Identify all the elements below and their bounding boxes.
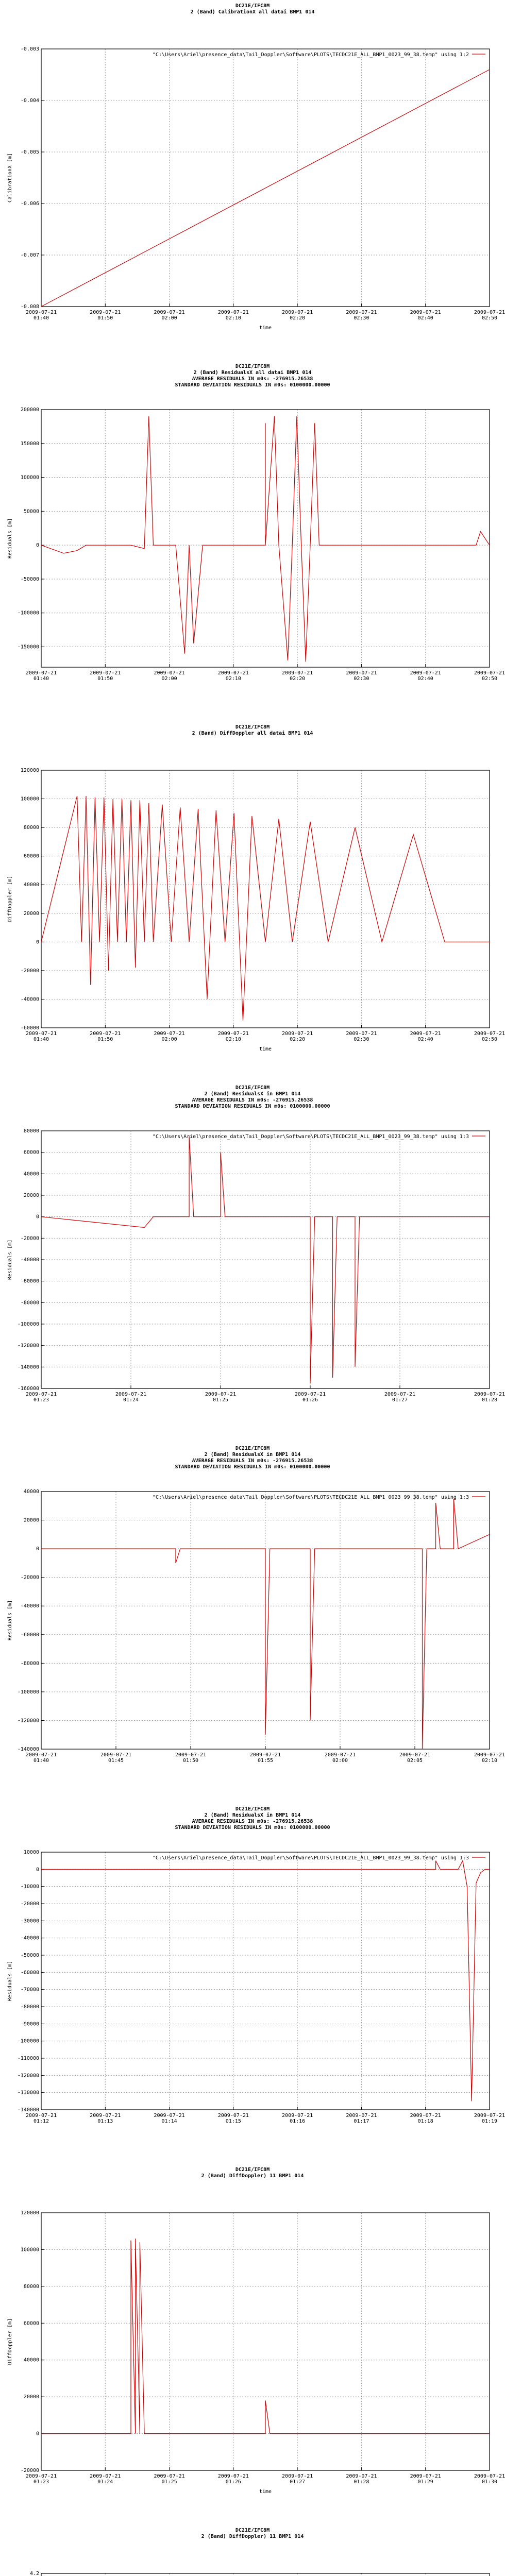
chart-title: STANDARD DEVIATION RESIDUALS IN m0s: 0100000.00000 (175, 1825, 330, 1831)
plot-frame (41, 49, 490, 307)
y-tick-label: -160000 (17, 1386, 39, 1392)
x-tick-label: 01:30 (481, 2479, 498, 2485)
x-tick-label: 2009-07-21 (346, 1031, 377, 1037)
y-tick-label: -20000 (20, 1901, 39, 1907)
x-tick-label: 01:14 (161, 2119, 177, 2124)
y-tick-label: -140000 (17, 1747, 39, 1752)
x-tick-label: 2009-07-21 (90, 670, 121, 676)
y-tick-label: -0.007 (20, 252, 39, 258)
x-tick-label: 2009-07-21 (282, 2113, 313, 2119)
y-tick-label: -30000 (20, 1918, 39, 1924)
x-tick-label: 2009-07-21 (100, 1752, 132, 1758)
y-tick-label: 20000 (23, 910, 39, 917)
x-tick-label: 02:10 (481, 1758, 498, 1764)
y-tick-label: 20000 (23, 1517, 39, 1523)
y-tick-label: -20000 (20, 2468, 39, 2473)
x-tick-label: 2009-07-21 (474, 1031, 505, 1037)
x-tick-label: 02:30 (354, 315, 369, 321)
y-tick-label: 0 (36, 1214, 39, 1220)
x-tick-label: 01:12 (33, 2119, 49, 2124)
x-tick-label: 2009-07-21 (282, 310, 313, 315)
x-tick-label: 2009-07-21 (474, 670, 505, 676)
x-tick-label: 2009-07-21 (90, 2473, 121, 2479)
chart-title: 2 (Band) ResidualsX in BMP1 014 (204, 1091, 301, 1097)
y-tick-label: 120000 (20, 2210, 39, 2216)
x-tick-label: 02:20 (290, 1037, 306, 1042)
x-tick-label: 2009-07-21 (474, 1392, 505, 1397)
chart-title: DC21E/IFC8M (235, 724, 270, 730)
chart-title: DC21E/IFC8M (235, 2528, 270, 2533)
y-axis-label: Residuals [m] (7, 1960, 13, 2002)
chart-title: DC21E/IFC8M (235, 3, 270, 9)
x-tick-label: 01:27 (290, 2479, 306, 2485)
x-tick-label: 01:40 (33, 1758, 49, 1764)
chart-panel (0, 1082, 505, 1443)
chart-title: STANDARD DEVIATION RESIDUALS IN m0s: 0100000.00000 (175, 1104, 330, 1109)
y-tick-label: -60000 (20, 1632, 39, 1638)
x-tick-label: 02:00 (161, 676, 177, 682)
series-line (41, 416, 490, 662)
y-tick-label: -120000 (17, 1718, 39, 1724)
x-tick-label: 02:40 (417, 315, 433, 321)
series-line (41, 796, 490, 1021)
x-tick-label: 01:26 (225, 2479, 241, 2485)
y-tick-label: -0.003 (20, 46, 39, 52)
x-tick-label: 2009-07-21 (410, 2113, 441, 2119)
x-axis-label: time (259, 325, 272, 331)
y-tick-label: -50000 (20, 576, 39, 582)
x-tick-label: 01:50 (97, 1037, 113, 1042)
plot-frame (41, 2573, 490, 2576)
x-tick-label: 02:30 (354, 1037, 369, 1042)
x-tick-label: 01:40 (33, 315, 49, 321)
y-tick-label: -80000 (20, 1660, 39, 1667)
y-tick-label: 60000 (23, 2320, 39, 2327)
x-tick-label: 01:24 (97, 2479, 113, 2485)
x-tick-label: 2009-07-21 (474, 2473, 505, 2479)
x-tick-label: 01:18 (417, 2119, 433, 2124)
y-tick-label: -40000 (20, 1257, 39, 1263)
x-tick-label: 02:50 (481, 676, 498, 682)
x-tick-label: 2009-07-21 (346, 310, 377, 315)
y-tick-label: -20000 (20, 968, 39, 974)
chart-svg (0, 721, 505, 1082)
chart-title: DC21E/IFC8M (235, 2167, 270, 2173)
x-tick-label: 01:50 (97, 315, 113, 321)
x-tick-label: 01:24 (123, 1397, 139, 1403)
x-tick-label: 2009-07-21 (25, 1392, 57, 1397)
legend-label: "C:\Users\Ariel\presence_data\Tail_Doppler\Software\PLOTS\TECDC21E_ALL_BMP1_0023_99_38.temp" using 1:3 (152, 1495, 469, 1500)
chart-title: DC21E/IFC8M (235, 1085, 270, 1091)
x-tick-label: 2009-07-21 (282, 1031, 313, 1037)
x-tick-label: 2009-07-21 (217, 670, 249, 676)
chart-panel (0, 0, 505, 361)
y-tick-label: 40000 (23, 1171, 39, 1177)
x-tick-label: 01:28 (481, 1397, 498, 1403)
y-tick-label: -60000 (20, 1970, 39, 1976)
x-tick-label: 01:28 (354, 2479, 369, 2485)
x-tick-label: 2009-07-21 (25, 1031, 57, 1037)
x-tick-label: 2009-07-21 (346, 2113, 377, 2119)
x-tick-label: 2009-07-21 (217, 2113, 249, 2119)
x-tick-label: 2009-07-21 (410, 310, 441, 315)
y-tick-label: -0.006 (20, 201, 39, 207)
x-tick-label: 2009-07-21 (90, 1031, 121, 1037)
x-tick-label: 2009-07-21 (25, 1752, 57, 1758)
x-tick-label: 2009-07-21 (282, 670, 313, 676)
x-tick-label: 02:50 (481, 1037, 498, 1042)
x-tick-label: 02:10 (225, 1037, 241, 1042)
chart-svg (0, 2164, 505, 2524)
x-tick-label: 02:40 (417, 676, 433, 682)
y-tick-label: -80000 (20, 1300, 39, 1306)
chart-title: DC21E/IFC8M (235, 364, 270, 369)
y-tick-label: -40000 (20, 1935, 39, 1941)
x-tick-label: 02:10 (225, 315, 241, 321)
x-tick-label: 01:45 (108, 1758, 124, 1764)
chart-title: DC21E/IFC8M (235, 1806, 270, 1812)
x-tick-label: 2009-07-21 (474, 1752, 505, 1758)
x-tick-label: 2009-07-21 (217, 1031, 249, 1037)
y-tick-label: 4.2 (29, 2571, 39, 2576)
x-tick-label: 2009-07-21 (384, 1392, 416, 1397)
x-tick-label: 2009-07-21 (154, 670, 185, 676)
x-tick-label: 2009-07-21 (249, 1752, 281, 1758)
chart-panel (0, 2164, 505, 2524)
x-tick-label: 2009-07-21 (399, 1752, 431, 1758)
chart-title: STANDARD DEVIATION RESIDUALS IN m0s: 0100000.00000 (175, 1464, 330, 1470)
y-tick-label: 40000 (23, 2357, 39, 2363)
y-tick-label: -40000 (20, 1603, 39, 1609)
x-tick-label: 02:05 (407, 1758, 423, 1764)
chart-svg (0, 2524, 505, 2576)
chart-title: 2 (Band) DiffDoppler all datai BMP1 014 (192, 731, 313, 736)
x-tick-label: 2009-07-21 (25, 670, 57, 676)
y-tick-label: 0 (36, 1546, 39, 1552)
y-tick-label: -130000 (17, 2090, 39, 2096)
y-tick-label: -20000 (20, 1574, 39, 1581)
y-tick-label: 20000 (23, 1193, 39, 1198)
chart-title: 2 (Band) CalibrationX all datai BMP1 014 (190, 9, 315, 15)
y-tick-label: -110000 (17, 2056, 39, 2061)
y-tick-label: 100000 (20, 2247, 39, 2253)
series-line (41, 70, 490, 307)
x-tick-label: 2009-07-21 (90, 310, 121, 315)
y-tick-label: -140000 (17, 2107, 39, 2113)
x-tick-label: 2009-07-21 (90, 2113, 121, 2119)
y-tick-label: 20000 (23, 2394, 39, 2400)
y-tick-label: -70000 (20, 1987, 39, 1993)
y-axis-label: CalibrationX [m] (7, 152, 13, 203)
x-axis-label: time (259, 2489, 272, 2495)
y-tick-label: -90000 (20, 2021, 39, 2027)
x-tick-label: 01:16 (290, 2119, 306, 2124)
y-tick-label: -100000 (17, 2038, 39, 2044)
x-tick-label: 02:10 (225, 676, 241, 682)
chart-svg (0, 361, 505, 721)
chart-title: 2 (Band) ResidualsX in BMP1 014 (204, 1452, 301, 1458)
chart-title: STANDARD DEVIATION RESIDUALS IN m0s: 0100000.00000 (175, 382, 330, 388)
y-tick-label: 0 (36, 1867, 39, 1873)
y-tick-label: 40000 (23, 1489, 39, 1495)
y-tick-label: 10000 (23, 1850, 39, 1855)
y-axis-label: Residuals [m] (7, 1600, 13, 1641)
x-tick-label: 01:17 (354, 2119, 369, 2124)
y-axis-label: Residuals [m] (7, 1239, 13, 1280)
x-tick-label: 01:13 (97, 2119, 113, 2124)
x-tick-label: 01:29 (417, 2479, 433, 2485)
x-tick-label: 2009-07-21 (294, 1392, 326, 1397)
y-tick-label: 120000 (20, 768, 39, 773)
series-line (41, 2239, 490, 2434)
chart-title: 2 (Band) ResidualsX in BMP1 014 (204, 1812, 301, 1818)
x-tick-label: 2009-07-21 (115, 1392, 147, 1397)
chart-svg (0, 1803, 505, 2164)
x-tick-label: 02:00 (161, 1037, 177, 1042)
y-tick-label: 60000 (23, 853, 39, 859)
chart-svg (0, 0, 505, 361)
x-tick-label: 2009-07-21 (25, 310, 57, 315)
y-tick-label: 80000 (23, 825, 39, 831)
chart-panel (0, 721, 505, 1082)
y-tick-label: 80000 (23, 2283, 39, 2290)
x-tick-label: 2009-07-21 (410, 670, 441, 676)
x-tick-label: 02:20 (290, 315, 306, 321)
x-tick-label: 2009-07-21 (474, 2113, 505, 2119)
x-tick-label: 01:27 (392, 1397, 408, 1403)
x-tick-label: 01:23 (33, 1397, 49, 1403)
y-tick-label: 40000 (23, 882, 39, 888)
plot-frame (41, 770, 490, 1028)
y-tick-label: -120000 (17, 2073, 39, 2079)
y-tick-label: -100000 (17, 1689, 39, 1695)
y-tick-label: -150000 (17, 644, 39, 650)
y-tick-label: -0.004 (20, 98, 39, 104)
x-tick-label: 01:40 (33, 1037, 49, 1042)
chart-title: AVERAGE RESIDUALS IN m0s: -276915.26538 (192, 1097, 313, 1103)
y-tick-label: 50000 (23, 509, 39, 515)
y-tick-label: -80000 (20, 2004, 39, 2010)
y-tick-label: -10000 (20, 1884, 39, 1890)
y-tick-label: 60000 (23, 1149, 39, 1156)
chart-title: 2 (Band) DiffDoppler) 11 BMP1 014 (201, 2534, 304, 2539)
chart-panel (0, 2524, 505, 2576)
y-tick-label: -50000 (20, 1953, 39, 1958)
y-tick-label: -0.005 (20, 149, 39, 155)
y-tick-label: 80000 (23, 1128, 39, 1134)
y-tick-label: -60000 (20, 1025, 39, 1031)
y-tick-label: 100000 (20, 796, 39, 802)
legend-label: "C:\Users\Ariel\presence_data\Tail_Doppler\Software\PLOTS\TECDC21E_ALL_BMP1_0023_99_38.temp" using 1:3 (152, 1855, 469, 1861)
x-tick-label: 2009-07-21 (346, 670, 377, 676)
x-tick-label: 2009-07-21 (410, 1031, 441, 1037)
x-axis-label: time (259, 1046, 272, 1052)
y-tick-label: -0.008 (20, 304, 39, 310)
y-tick-label: -140000 (17, 1364, 39, 1370)
x-tick-label: 01:15 (225, 2119, 241, 2124)
plot-frame (41, 1852, 490, 2110)
x-tick-label: 02:50 (481, 315, 498, 321)
y-tick-label: 0 (36, 2431, 39, 2437)
x-tick-label: 01:40 (33, 676, 49, 682)
x-tick-label: 01:50 (97, 676, 113, 682)
legend-label: "C:\Users\Ariel\presence_data\Tail_Doppler\Software\PLOTS\TECDC21E_ALL_BMP1_0023_99_38.temp" using 1:3 (152, 1134, 469, 1140)
chart-svg (0, 1082, 505, 1443)
x-tick-label: 02:20 (290, 676, 306, 682)
x-tick-label: 2009-07-21 (282, 2473, 313, 2479)
x-tick-label: 01:19 (481, 2119, 498, 2124)
y-axis-label: Residuals [m] (7, 518, 13, 559)
x-tick-label: 2009-07-21 (25, 2473, 57, 2479)
x-tick-label: 01:25 (161, 2479, 177, 2485)
chart-title: 2 (Band) DiffDoppler) 11 BMP1 014 (201, 2173, 304, 2179)
y-tick-label: -40000 (20, 996, 39, 1003)
x-tick-label: 01:26 (302, 1397, 318, 1403)
y-tick-label: 200000 (20, 407, 39, 413)
x-tick-label: 2009-07-21 (217, 2473, 249, 2479)
x-tick-label: 2009-07-21 (154, 310, 185, 315)
y-tick-label: -20000 (20, 1235, 39, 1242)
x-tick-label: 01:25 (212, 1397, 229, 1403)
chart-svg (0, 1443, 505, 1803)
x-tick-label: 2009-07-21 (205, 1392, 237, 1397)
legend-label: "C:\Users\Ariel\presence_data\Tail_Doppler\Software\PLOTS\TECDC21E_ALL_BMP1_0023_99_38.temp" using 1:2 (152, 52, 469, 58)
x-tick-label: 2009-07-21 (410, 2473, 441, 2479)
y-axis-label: DiffDoppler [m] (7, 2318, 13, 2365)
x-tick-label: 2009-07-21 (324, 1752, 356, 1758)
x-tick-label: 2009-07-21 (217, 310, 249, 315)
y-tick-label: -100000 (17, 1321, 39, 1327)
chart-title: AVERAGE RESIDUALS IN m0s: -276915.26538 (192, 1458, 313, 1464)
x-tick-label: 02:00 (332, 1758, 348, 1764)
series-line (41, 1861, 490, 2102)
chart-title: AVERAGE RESIDUALS IN m0s: -276915.26538 (192, 1819, 313, 1824)
chart-panel (0, 1443, 505, 1803)
y-tick-label: 0 (36, 939, 39, 945)
x-tick-label: 2009-07-21 (175, 1752, 207, 1758)
chart-title: DC21E/IFC8M (235, 1446, 270, 1451)
y-tick-label: -120000 (17, 1343, 39, 1349)
chart-title: AVERAGE RESIDUALS IN m0s: -276915.26538 (192, 376, 313, 382)
x-tick-label: 2009-07-21 (474, 310, 505, 315)
x-tick-label: 01:23 (33, 2479, 49, 2485)
y-tick-label: -60000 (20, 1278, 39, 1284)
y-tick-label: 150000 (20, 440, 39, 447)
x-tick-label: 02:00 (161, 315, 177, 321)
y-tick-label: -100000 (17, 610, 39, 616)
x-tick-label: 01:55 (257, 1758, 274, 1764)
chart-panel (0, 1803, 505, 2164)
chart-panel (0, 361, 505, 721)
y-tick-label: 100000 (20, 474, 39, 481)
y-tick-label: 0 (36, 543, 39, 549)
x-tick-label: 2009-07-21 (154, 1031, 185, 1037)
y-axis-label: DiffDoppler [m] (7, 875, 13, 923)
x-tick-label: 2009-07-21 (154, 2113, 185, 2119)
x-tick-label: 01:50 (182, 1758, 199, 1764)
chart-title: 2 (Band) ResidualsX all datai BMP1 014 (193, 370, 312, 376)
x-tick-label: 2009-07-21 (154, 2473, 185, 2479)
x-tick-label: 2009-07-21 (346, 2473, 377, 2479)
x-tick-label: 02:30 (354, 676, 369, 682)
x-tick-label: 02:40 (417, 1037, 433, 1042)
x-tick-label: 2009-07-21 (25, 2113, 57, 2119)
